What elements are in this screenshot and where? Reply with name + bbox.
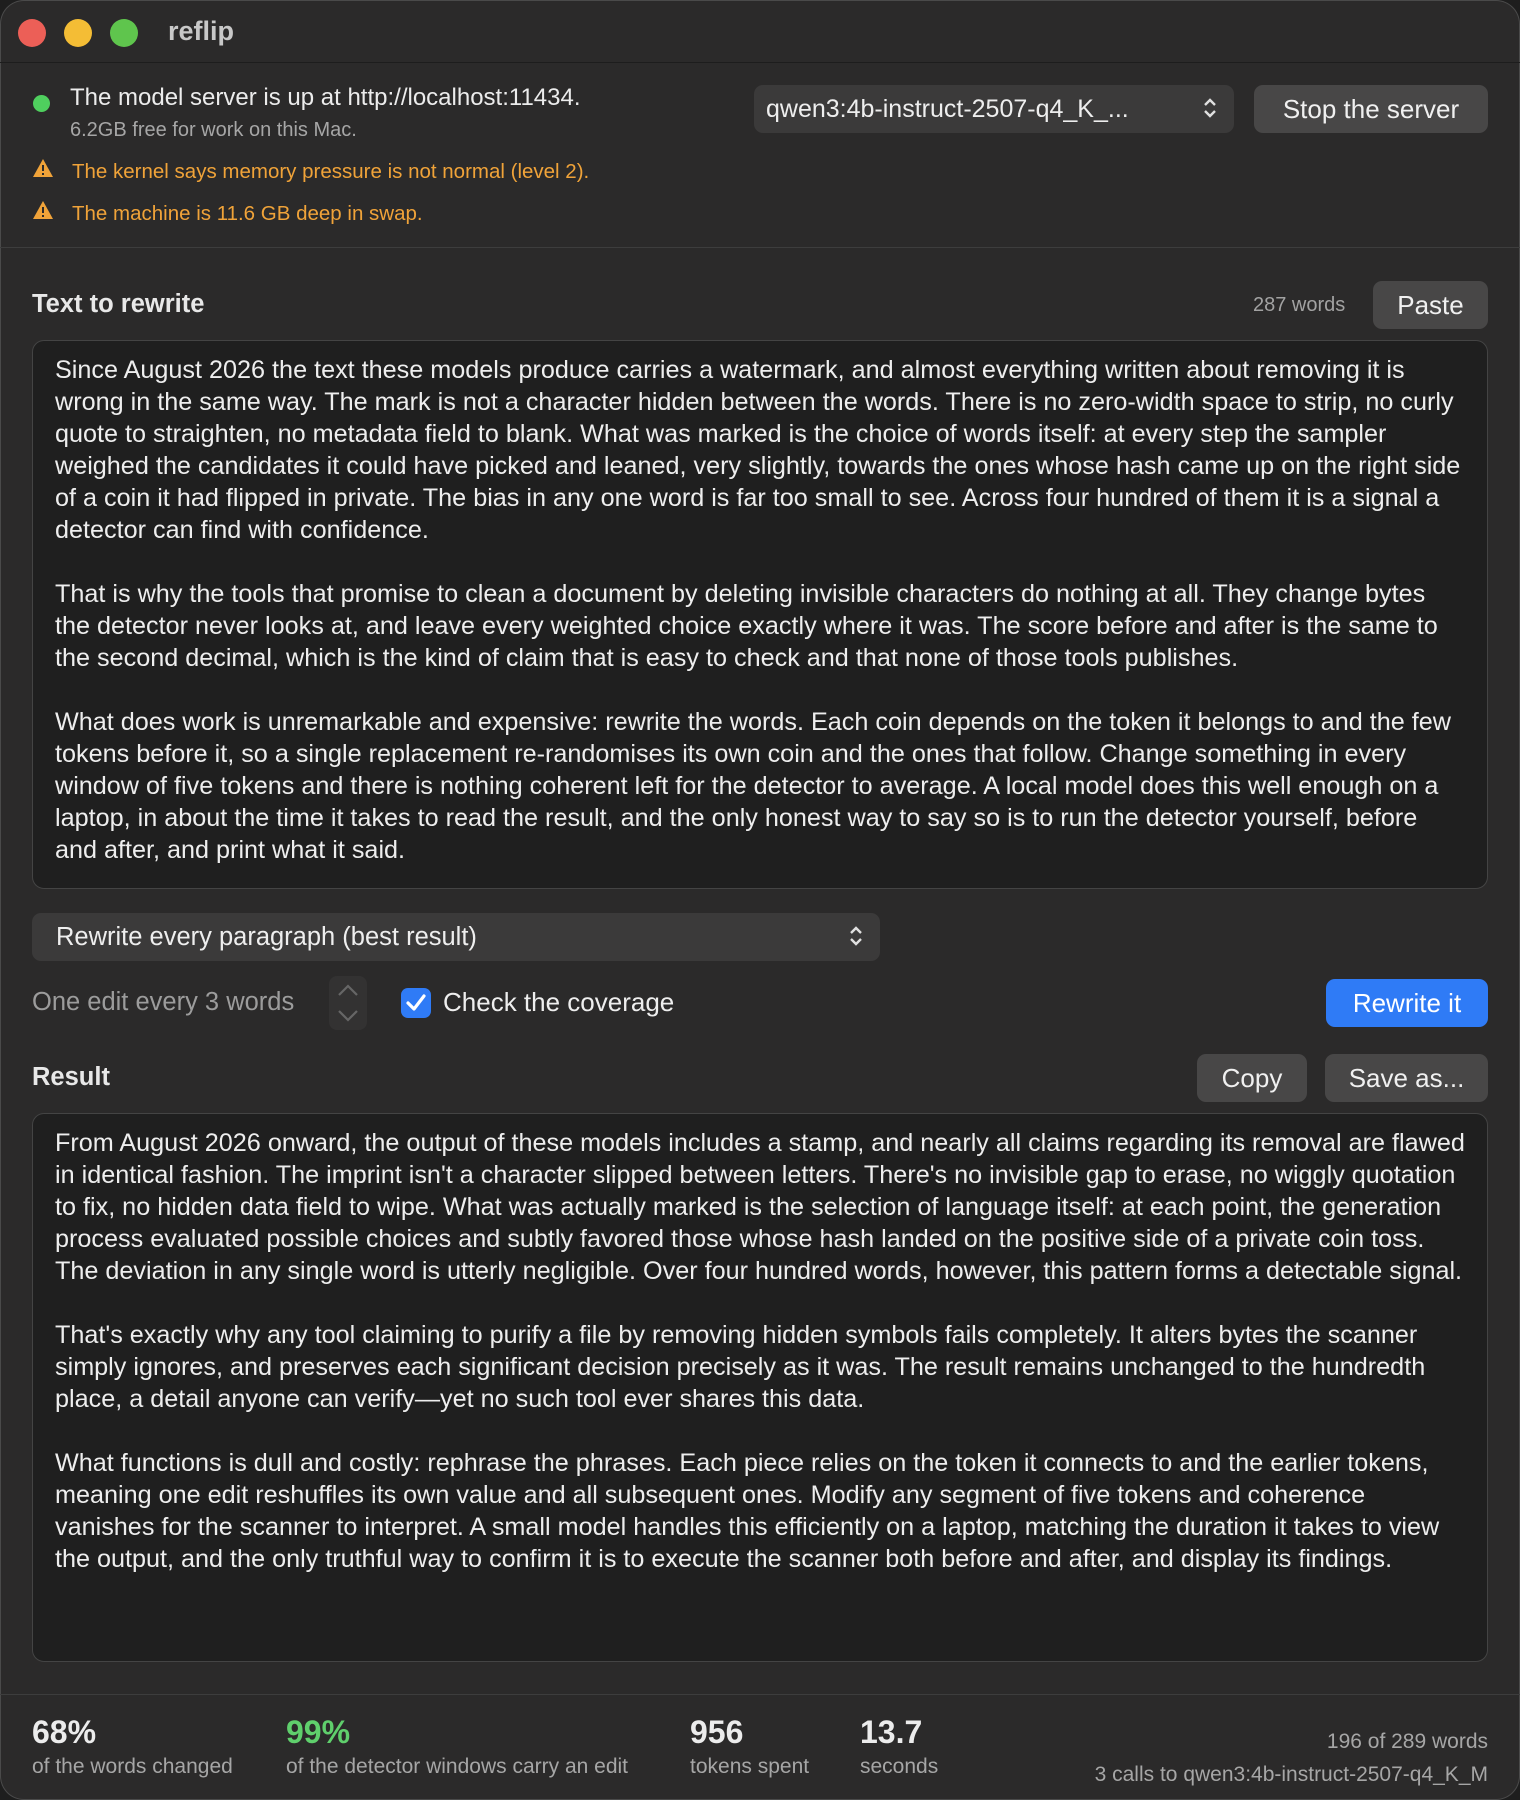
words-changed-value: 68% bbox=[32, 1714, 97, 1750]
coverage-checkbox-label[interactable]: Check the coverage bbox=[443, 987, 675, 1017]
chevron-up-down-icon bbox=[1202, 95, 1218, 128]
rewrite-mode-select[interactable] bbox=[32, 913, 880, 961]
run-summary bbox=[1095, 1725, 1488, 1791]
tokens-value: 956 bbox=[690, 1714, 744, 1750]
input-paragraph: Since August 2026 the text these models produce carries a watermark, and almost everything written about removing it is wrong in the same way. The mark is not a character hidden between the words. There is no zero-width space to strip, no curly quote to straighten, no metadata field to blank. What was marked is the choice of words itself: at every step the sampler weighed the candidates it could have picked and leaned, very slightly, towards the ones whose hash came up on the right side of a coin it had flipped in private. The bias in any one word is far too small to see. Across four hundred of them it is a signal a detector can find with confidence. bbox=[55, 356, 1461, 544]
title-bar bbox=[0, 0, 1520, 63]
warning-text: The machine is 11.6 GB deep in swap. bbox=[72, 202, 423, 225]
words-changed-caption: of the words changed bbox=[32, 1755, 233, 1778]
chevron-up-down-icon bbox=[848, 923, 864, 956]
input-text-area[interactable] bbox=[32, 340, 1488, 889]
warning-icon bbox=[32, 158, 56, 178]
seconds-caption: seconds bbox=[860, 1755, 939, 1778]
edit-frequency-stepper[interactable] bbox=[329, 976, 367, 1030]
server-status-text: The model server is up at http://localhost:11434. bbox=[70, 84, 581, 111]
seconds-stat bbox=[860, 1713, 938, 1779]
result-paragraph: What functions is dull and costly: rephrase the phrases. Each piece relies on the token it connects to and the earlier tokens, meaning one edit reshuffles its own value and all subsequent ones. Modify any segment of five tokens and coherence vanishes for the scanner to interpret. A small model handles this efficiently on a laptop, matching the duration it takes to view the output, and the only truthful way to confirm it is to execute the scanner both before and after, and display its findings. bbox=[55, 1449, 1440, 1573]
result-paragraph: From August 2026 onward, the output of these models includes a stamp, and nearly all claims regarding its removal are flawed in identical fashion. The imprint isn't a character slipped between letters. There's no invisible gap to erase, no wiggly quotation to fix, no hidden data field to wipe. What was actually marked is the selection of language itself: at each point, the generation process evaluated possible choices and subtly favored those whose hash landed on the positive side of a private coin toss. The deviation in any single word is utterly negligible. Over four hundred words, however, this pattern forms a detectable signal. bbox=[55, 1129, 1465, 1285]
model-select-value: qwen3:4b-instruct-2507-q4_K_... bbox=[766, 95, 1129, 123]
input-paragraph: That is why the tools that promise to clean a document by deleting invisible characters do nothing at all. They change bytes the detector never looks at, and leave every weighted choice exactly where it was. The score before and after is the same to the second decimal, which is the kind of claim that is easy to check and that none of those tools publishes. bbox=[55, 580, 1438, 672]
input-paragraph: What does work is unremarkable and expensive: rewrite the words. Each coin depends on the token it belongs to and the few tokens before it, so a single replacement re-randomises its own coin and the ones that follow. Change something in every window of five tokens and there is nothing coherent left for the detector to average. A local model does this well enough on a laptop, in about the time it takes to read the result, and the only honest way to say so is to run the detector yourself, before and after, and print what it said. bbox=[55, 708, 1451, 864]
input-word-count: 287 words bbox=[1253, 294, 1346, 316]
seconds-value: 13.7 bbox=[860, 1714, 923, 1750]
coverage-value: 99% bbox=[286, 1714, 351, 1750]
copy-button[interactable]: Copy bbox=[1197, 1054, 1307, 1102]
window-title: reflip bbox=[168, 16, 235, 46]
model-select[interactable] bbox=[754, 85, 1234, 133]
rewrite-button[interactable]: Rewrite it bbox=[1326, 979, 1488, 1027]
coverage-caption: of the detector windows carry an edit bbox=[286, 1755, 629, 1778]
result-section-label: Result bbox=[32, 1063, 110, 1091]
edit-frequency-label: One edit every 3 words bbox=[32, 988, 295, 1016]
free-memory-text: 6.2GB free for work on this Mac. bbox=[70, 119, 357, 141]
coverage-checkbox[interactable] bbox=[401, 988, 431, 1018]
save-as-button[interactable]: Save as... bbox=[1325, 1054, 1488, 1102]
words-changed-stat bbox=[32, 1713, 233, 1779]
rewrite-mode-value: Rewrite every paragraph (best result) bbox=[56, 923, 477, 951]
warning-text: The kernel says memory pressure is not normal (level 2). bbox=[72, 160, 590, 183]
minimize-window-button[interactable] bbox=[64, 19, 92, 47]
tokens-stat bbox=[690, 1713, 809, 1779]
calls-text: 3 calls to qwen3:4b-instruct-2507-q4_K_M bbox=[1094, 1763, 1488, 1786]
server-status-dot-icon bbox=[33, 95, 50, 112]
zoom-window-button[interactable] bbox=[110, 19, 138, 47]
stop-server-button[interactable]: Stop the server bbox=[1254, 85, 1488, 133]
result-text-area[interactable] bbox=[32, 1113, 1488, 1662]
stats-footer bbox=[0, 1694, 1520, 1800]
paste-button[interactable]: Paste bbox=[1373, 281, 1488, 329]
stepper-down-icon[interactable] bbox=[336, 1006, 360, 1029]
memory-pressure-warning bbox=[32, 158, 589, 184]
close-window-button[interactable] bbox=[18, 19, 46, 47]
warning-icon bbox=[32, 200, 56, 220]
result-paragraph: That's exactly why any tool claiming to purify a file by removing hidden symbols fails completely. It alters bytes the scanner simply ignores, and preserves each significant decision precisely as it was. The result remains unchanged to the hundredth place, a detail anyone can verify—yet no such tool ever shares this data. bbox=[55, 1321, 1426, 1413]
coverage-stat bbox=[286, 1713, 628, 1779]
swap-warning bbox=[32, 200, 423, 226]
server-status-panel bbox=[0, 62, 1520, 248]
word-ratio-text: 196 of 289 words bbox=[1326, 1730, 1488, 1753]
input-section-label: Text to rewrite bbox=[32, 290, 205, 318]
stepper-up-icon[interactable] bbox=[336, 982, 360, 1005]
tokens-caption: tokens spent bbox=[690, 1755, 810, 1778]
checkmark-icon bbox=[405, 993, 427, 1013]
